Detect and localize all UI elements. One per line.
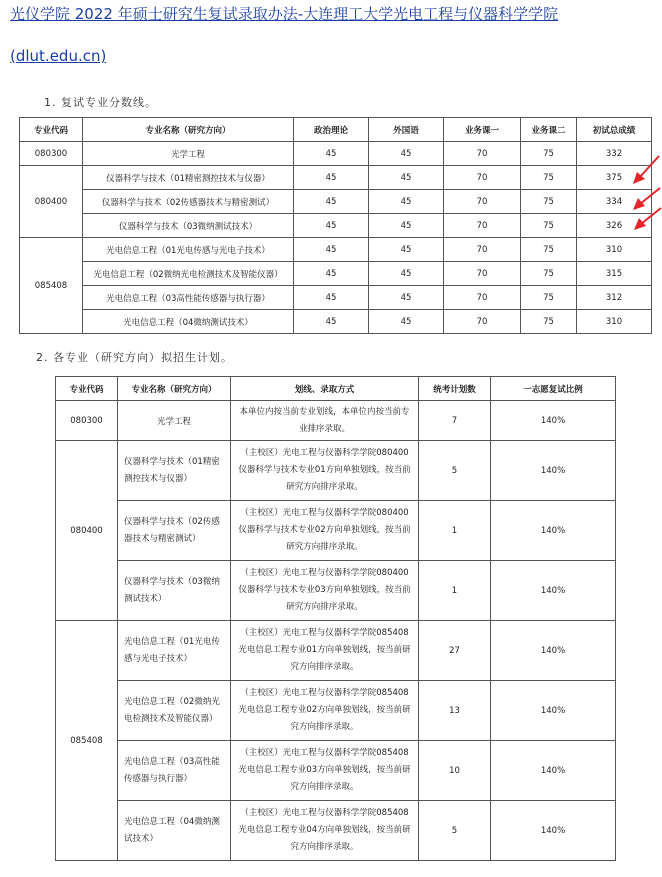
retest-ratio: 140%	[491, 401, 616, 441]
score-politics: 45	[294, 214, 369, 238]
score-total: 312	[577, 286, 652, 310]
score-foreign: 45	[369, 142, 444, 166]
score-course1: 70	[444, 214, 521, 238]
score-total: 310	[577, 238, 652, 262]
major-name: 光电信息工程（03高性能传感器与执行器）	[83, 286, 294, 310]
col-header: 政治理论	[294, 118, 369, 142]
score-total: 310	[577, 310, 652, 334]
score-course1: 70	[444, 190, 521, 214]
major-name: 仪器科学与技术（03微纳测试技术）	[118, 561, 231, 621]
admission-method: （主校区）光电工程与仪器科学学院085408光电信息工程专业02方向单独划线，按当前研究方向排序录取。	[231, 681, 419, 741]
score-foreign: 45	[369, 286, 444, 310]
plan-count: 7	[419, 401, 491, 441]
score-politics: 45	[294, 142, 369, 166]
score-foreign: 45	[369, 310, 444, 334]
score-course2: 75	[521, 142, 577, 166]
table-row	[20, 166, 652, 190]
enrollment-plan-table	[55, 376, 616, 861]
major-name: 仪器科学与技术（02传感器技术与精密测试）	[118, 501, 231, 561]
major-code: 080300	[20, 142, 83, 166]
score-foreign: 45	[369, 190, 444, 214]
plan-count: 5	[419, 441, 491, 501]
retest-ratio: 140%	[491, 801, 616, 861]
score-course2: 75	[521, 190, 577, 214]
section1-heading: 1. 复试专业分数线。	[44, 96, 157, 109]
score-foreign: 45	[369, 238, 444, 262]
table-row	[56, 501, 616, 561]
admission-method: 本单位内按当前专业划线，本单位内按当前专业排序录取。	[231, 401, 419, 441]
table-row	[20, 262, 652, 286]
score-course1: 70	[444, 142, 521, 166]
col-header: 专业名称（研究方向）	[83, 118, 294, 142]
major-name: 光电信息工程（04微纳测试技术）	[118, 801, 231, 861]
major-code: 085408	[56, 621, 118, 861]
col-header: 业务课一	[444, 118, 521, 142]
major-name: 仪器科学与技术（02传感器技术与精密测试）	[83, 190, 294, 214]
table-row	[56, 441, 616, 501]
major-name: 光学工程	[83, 142, 294, 166]
page-title[interactable]	[10, 3, 655, 67]
title-link[interactable]: 光仪学院 2022 年硕士研究生复试录取办法-大连理工大学光电工程与仪器科学学院	[10, 5, 559, 23]
score-course2: 75	[521, 238, 577, 262]
table-row	[56, 401, 616, 441]
table-row	[56, 681, 616, 741]
table-row	[20, 214, 652, 238]
plan-count: 1	[419, 561, 491, 621]
col-header: 一志愿复试比例	[491, 377, 616, 401]
major-name: 光电信息工程（04微纳测试技术）	[83, 310, 294, 334]
admission-method: （主校区）光电工程与仪器科学学院080400仪器科学与技术专业02方向单独划线，按当前研究方向排序录取。	[231, 501, 419, 561]
score-politics: 45	[294, 190, 369, 214]
score-course1: 70	[444, 286, 521, 310]
score-politics: 45	[294, 166, 369, 190]
score-course2: 75	[521, 286, 577, 310]
major-code: 085408	[20, 238, 83, 334]
table-row	[56, 561, 616, 621]
retest-ratio: 140%	[491, 501, 616, 561]
retest-ratio: 140%	[491, 441, 616, 501]
plan-count: 10	[419, 741, 491, 801]
score-politics: 45	[294, 238, 369, 262]
score-course1: 70	[444, 262, 521, 286]
red-arrow-icon	[633, 188, 660, 210]
col-header: 专业名称（研究方向）	[118, 377, 231, 401]
major-code: 080400	[20, 166, 83, 238]
major-name: 仪器科学与技术（03微纳测试技术）	[83, 214, 294, 238]
score-foreign: 45	[369, 166, 444, 190]
col-header: 划线、录取方式	[231, 377, 419, 401]
retest-ratio: 140%	[491, 681, 616, 741]
col-header: 专业代码	[56, 377, 118, 401]
col-header: 统考计划数	[419, 377, 491, 401]
score-total: 375	[577, 166, 652, 190]
major-name: 光电信息工程（02微纳光电检测技术及智能仪器）	[118, 681, 231, 741]
admission-method: （主校区）光电工程与仪器科学学院080400仪器科学与技术专业01方向单独划线，按当前研究方向排序录取。	[231, 441, 419, 501]
table-row	[20, 190, 652, 214]
title-domain-link[interactable]: (dlut.edu.cn)	[10, 47, 107, 65]
table-row	[56, 621, 616, 681]
table-row	[20, 310, 652, 334]
major-name: 光学工程	[118, 401, 231, 441]
major-name: 仪器科学与技术（01精密测控技术与仪器）	[83, 166, 294, 190]
score-foreign: 45	[369, 214, 444, 238]
score-course2: 75	[521, 166, 577, 190]
major-name: 仪器科学与技术（01精密测控技术与仪器）	[118, 441, 231, 501]
red-arrow-icon	[634, 208, 661, 230]
score-course2: 75	[521, 262, 577, 286]
retest-ratio: 140%	[491, 741, 616, 801]
major-name: 光电信息工程（02微纳光电检测技术及智能仪器）	[83, 262, 294, 286]
plan-count: 1	[419, 501, 491, 561]
major-name: 光电信息工程（01光电传感与光电子技术）	[118, 621, 231, 681]
score-course1: 70	[444, 310, 521, 334]
table-row	[20, 286, 652, 310]
red-arrow-icon	[633, 156, 659, 184]
col-header: 外国语	[369, 118, 444, 142]
col-header: 初试总成绩	[577, 118, 652, 142]
score-course2: 75	[521, 310, 577, 334]
plan-count: 13	[419, 681, 491, 741]
annotation-arrows	[630, 150, 662, 236]
major-name: 光电信息工程（03高性能传感器与执行器）	[118, 741, 231, 801]
section2-heading: 2. 各专业（研究方向）拟招生计划。	[36, 351, 233, 364]
score-total: 334	[577, 190, 652, 214]
retest-ratio: 140%	[491, 621, 616, 681]
plan-count: 27	[419, 621, 491, 681]
table-row	[20, 238, 652, 262]
major-code: 080400	[56, 441, 118, 621]
major-code: 080300	[56, 401, 118, 441]
score-course1: 70	[444, 166, 521, 190]
major-name: 光电信息工程（01光电传感与光电子技术）	[83, 238, 294, 262]
admission-method: （主校区）光电工程与仪器科学学院085408光电信息工程专业03方向单独划线，按当前研究方向排序录取。	[231, 741, 419, 801]
plan-count: 5	[419, 801, 491, 861]
admission-method: （主校区）光电工程与仪器科学学院085408光电信息工程专业04方向单独划线，按当前研究方向排序录取。	[231, 801, 419, 861]
col-header: 专业代码	[20, 118, 83, 142]
score-politics: 45	[294, 262, 369, 286]
score-course2: 75	[521, 214, 577, 238]
table-row	[56, 741, 616, 801]
score-foreign: 45	[369, 262, 444, 286]
table-row	[56, 801, 616, 861]
score-total: 332	[577, 142, 652, 166]
admission-method: （主校区）光电工程与仪器科学学院085408光电信息工程专业01方向单独划线，按当前研究方向排序录取。	[231, 621, 419, 681]
score-total: 315	[577, 262, 652, 286]
table-row	[20, 142, 652, 166]
col-header: 业务课二	[521, 118, 577, 142]
cutoff-score-table	[19, 117, 652, 334]
score-politics: 45	[294, 286, 369, 310]
admission-method: （主校区）光电工程与仪器科学学院080400仪器科学与技术专业03方向单独划线，按当前研究方向排序录取。	[231, 561, 419, 621]
score-course1: 70	[444, 238, 521, 262]
score-politics: 45	[294, 310, 369, 334]
retest-ratio: 140%	[491, 561, 616, 621]
score-total: 326	[577, 214, 652, 238]
